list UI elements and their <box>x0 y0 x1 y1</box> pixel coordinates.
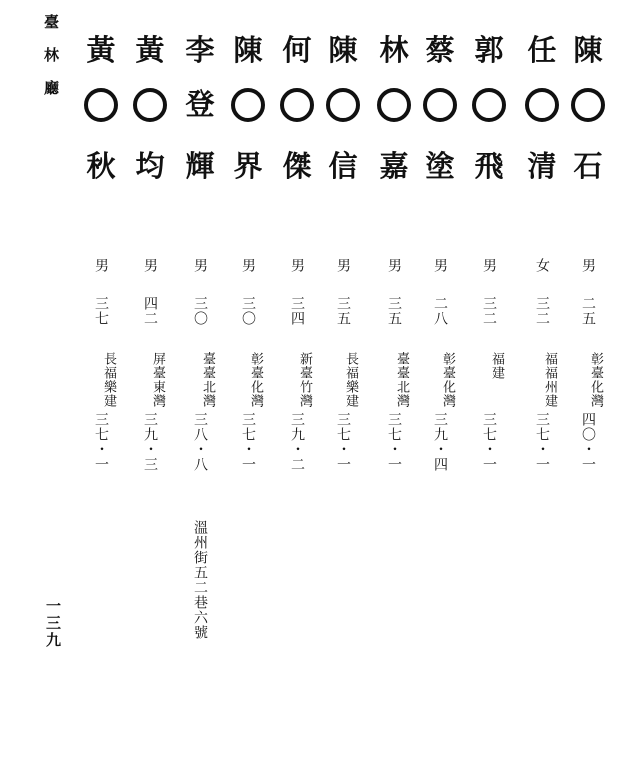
omitted-char-circle <box>472 88 506 122</box>
date-cell: 三九・二 <box>289 412 305 472</box>
person-column <box>522 0 562 770</box>
sex-cell: 女 <box>534 258 550 273</box>
native-place-cell: 彰臺化灣 <box>440 352 455 408</box>
omitted-char-circle <box>525 88 559 122</box>
sex-cell: 男 <box>386 258 402 273</box>
age-cell: 三二 <box>534 296 550 326</box>
age-cell: 三〇 <box>240 296 256 326</box>
sex-cell: 男 <box>240 258 256 273</box>
surname-cell: 陳 <box>233 33 263 67</box>
given-name-cell: 嘉 <box>379 149 409 183</box>
omitted-char-circle <box>231 88 265 122</box>
age-cell: 二五 <box>580 296 596 326</box>
given-name-cell: 界 <box>233 149 263 183</box>
given-name-middle-char: 登 <box>185 87 215 121</box>
page-number: 一三九 <box>44 598 62 649</box>
given-name-cell: 傑 <box>282 149 312 183</box>
sex-cell: 男 <box>432 258 448 273</box>
sex-cell: 男 <box>580 258 596 273</box>
given-name-cell: 飛 <box>474 149 504 183</box>
omitted-char-circle <box>133 88 167 122</box>
date-cell: 三九・三 <box>142 412 158 472</box>
surname-cell: 李 <box>185 33 215 67</box>
surname-cell: 郭 <box>474 33 504 67</box>
omitted-char-circle <box>280 88 314 122</box>
address-cell: 溫州街五二巷六號 <box>192 520 208 640</box>
person-column <box>81 0 121 770</box>
omitted-char-circle <box>423 88 457 122</box>
age-cell: 四二 <box>142 296 158 326</box>
age-cell: 二八 <box>432 296 448 326</box>
sex-cell: 男 <box>192 258 208 273</box>
date-cell: 三七・一 <box>335 412 351 472</box>
sex-cell: 男 <box>142 258 158 273</box>
given-name-cell: 秋 <box>86 149 116 183</box>
age-cell: 三二 <box>481 296 497 326</box>
person-column <box>130 0 170 770</box>
native-place-cell: 福建 <box>489 352 504 380</box>
native-place-cell: 臺臺北灣 <box>200 352 215 408</box>
sex-cell: 男 <box>335 258 351 273</box>
age-cell: 三四 <box>289 296 305 326</box>
native-place-cell: 彰臺化灣 <box>588 352 603 408</box>
person-column <box>228 0 268 770</box>
age-cell: 三五 <box>386 296 402 326</box>
surname-cell: 蔡 <box>425 33 455 67</box>
sex-cell: 男 <box>289 258 305 273</box>
given-name-cell: 輝 <box>185 149 215 183</box>
sex-cell: 男 <box>481 258 497 273</box>
person-column <box>469 0 509 770</box>
person-column <box>180 0 220 770</box>
sex-cell: 男 <box>93 258 109 273</box>
surname-cell: 任 <box>527 33 557 67</box>
date-cell: 三七・一 <box>481 412 497 472</box>
native-place-cell: 臺臺北灣 <box>394 352 409 408</box>
native-place-cell: 新臺竹灣 <box>297 352 312 408</box>
given-name-cell: 均 <box>135 149 165 183</box>
given-name-cell: 信 <box>328 149 358 183</box>
omitted-char-circle <box>377 88 411 122</box>
date-cell: 三七・一 <box>93 412 109 472</box>
given-name-cell: 塗 <box>425 149 455 183</box>
date-cell: 三九・四 <box>432 412 448 472</box>
margin-header: 臺林廳 <box>42 14 60 113</box>
date-cell: 三七・一 <box>386 412 402 472</box>
surname-cell: 黃 <box>86 33 116 67</box>
age-cell: 三七 <box>93 296 109 326</box>
age-cell: 三〇 <box>192 296 208 326</box>
given-name-cell: 石 <box>573 149 603 183</box>
person-column <box>374 0 414 770</box>
date-cell: 三七・一 <box>240 412 256 472</box>
date-cell: 四〇・一 <box>580 412 596 472</box>
age-cell: 三五 <box>335 296 351 326</box>
given-name-cell: 清 <box>527 149 557 183</box>
omitted-char-circle <box>326 88 360 122</box>
surname-cell: 陳 <box>573 33 603 67</box>
person-column <box>323 0 363 770</box>
surname-cell: 黃 <box>135 33 165 67</box>
native-place-cell: 長福樂建 <box>101 352 116 408</box>
omitted-char-circle <box>571 88 605 122</box>
native-place-cell: 屏臺東灣 <box>150 352 165 408</box>
date-cell: 三八・八 <box>192 412 208 472</box>
omitted-char-circle <box>84 88 118 122</box>
native-place-cell: 福福州建 <box>542 352 557 408</box>
native-place-cell: 彰臺化灣 <box>248 352 263 408</box>
person-column <box>277 0 317 770</box>
person-column <box>568 0 608 770</box>
native-place-cell: 長福樂建 <box>343 352 358 408</box>
surname-cell: 何 <box>282 33 312 67</box>
surname-cell: 陳 <box>328 33 358 67</box>
person-column <box>420 0 460 770</box>
surname-cell: 林 <box>379 33 409 67</box>
date-cell: 三七・一 <box>534 412 550 472</box>
